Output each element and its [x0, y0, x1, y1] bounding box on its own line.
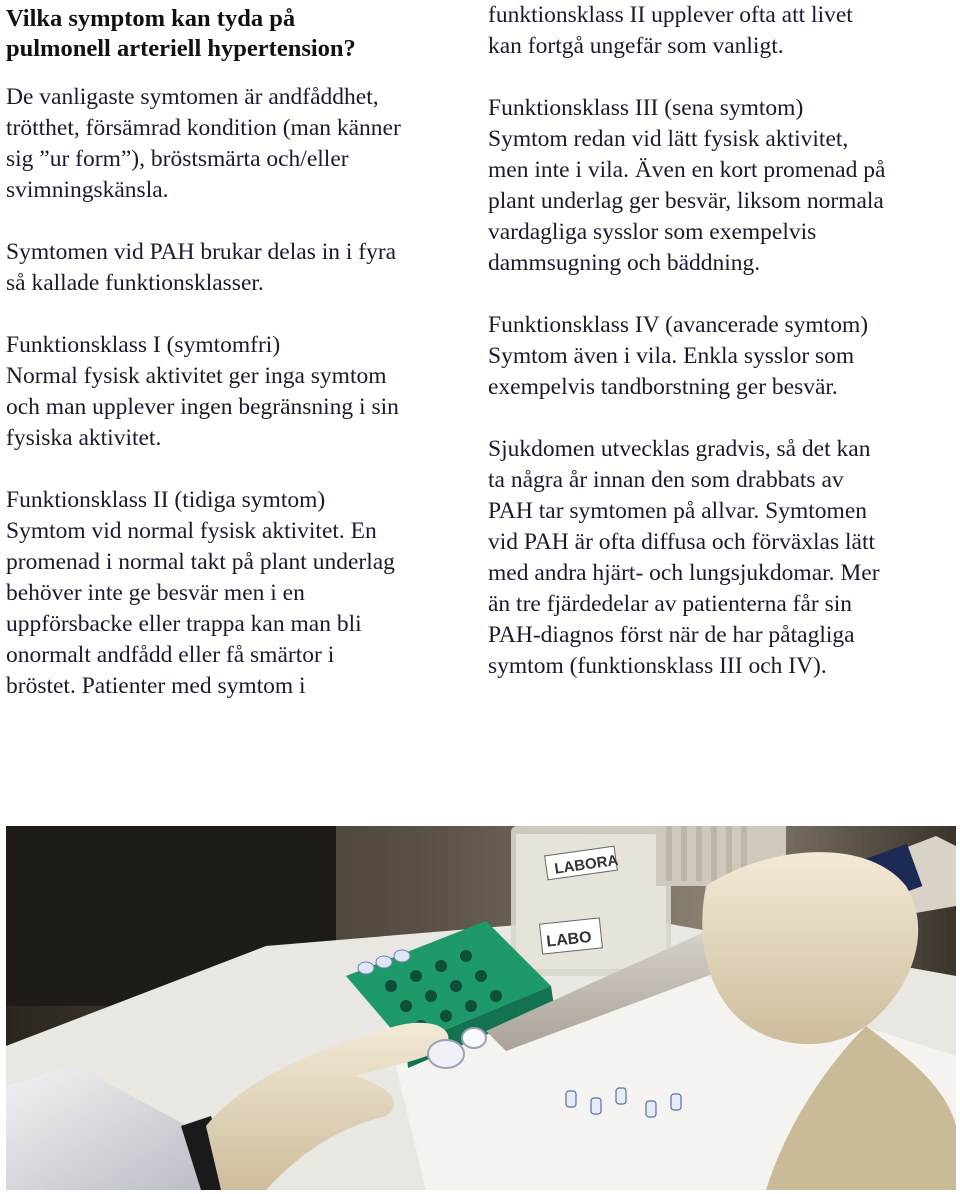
intro-paragraph: De vanligaste symtomen är andfåddhet, trötthet, försämrad kondition (man känner sig ”ur form”), bröstsmärta och/eller svimningskänsla. — [6, 84, 401, 203]
lab-pipette-photo — [6, 826, 956, 1190]
labora-box — [511, 826, 671, 976]
classes-intro-paragraph: Symtomen vid PAH brukar delas in i fyra så kallade funktionsklasser. — [6, 239, 397, 296]
left-column — [6, 0, 472, 702]
functional-class-2: Funktionsklass II (tidiga symtom) Symtom vid normal fysisk aktivitet. En promenad i normal takt på plant underlag behöver inte ge besvär men i en uppförsbacke eller trappa kan man bli onormalt andfådd eller få smärtor i bröstet. Patienter med symtom i — [6, 487, 395, 699]
box-label-text-2: LABO — [545, 928, 593, 951]
article-heading: Vilka symptom kan tyda på pulmonell arteriell hypertension? — [6, 5, 356, 62]
functional-class-2-continued: funktionsklass II upplever ofta att livet kan fortgå ungefär som vanligt. — [488, 2, 853, 59]
box-label-text: LABORA — [553, 851, 620, 878]
right-column — [488, 0, 954, 682]
functional-class-3: Funktionsklass III (sena symtom) Symtom redan vid lätt fysisk aktivitet, men inte i vila. Även en kort promenad på plant underlag ger besvär, liksom normala vardagliga sysslor som exempelvis dammsugning och bäddning. — [488, 95, 886, 276]
functional-class-1: Funktionsklass I (symtomfri) Normal fysisk aktivitet ger inga symtom och man upplever ingen begränsning i sin fysiska aktivitet. — [6, 332, 399, 451]
disease-progression-paragraph: Sjukdomen utvecklas gradvis, så det kan ta några år innan den som drabbats av PAH tar symtomen på allvar. Symtomen vid PAH är ofta diffusa och förväxlas lätt med andra hjärt- och lungsjukdomar. Mer än tre fjärdedelar av patienterna får sin PAH-diagnos först när de har påtagliga symtom (funktionsklass III och IV). — [488, 436, 880, 679]
functional-class-4: Funktionsklass IV (avancerade symtom) Symtom även i vila. Enkla sysslor som exempelvis tandborstning ger besvär. — [488, 312, 869, 400]
